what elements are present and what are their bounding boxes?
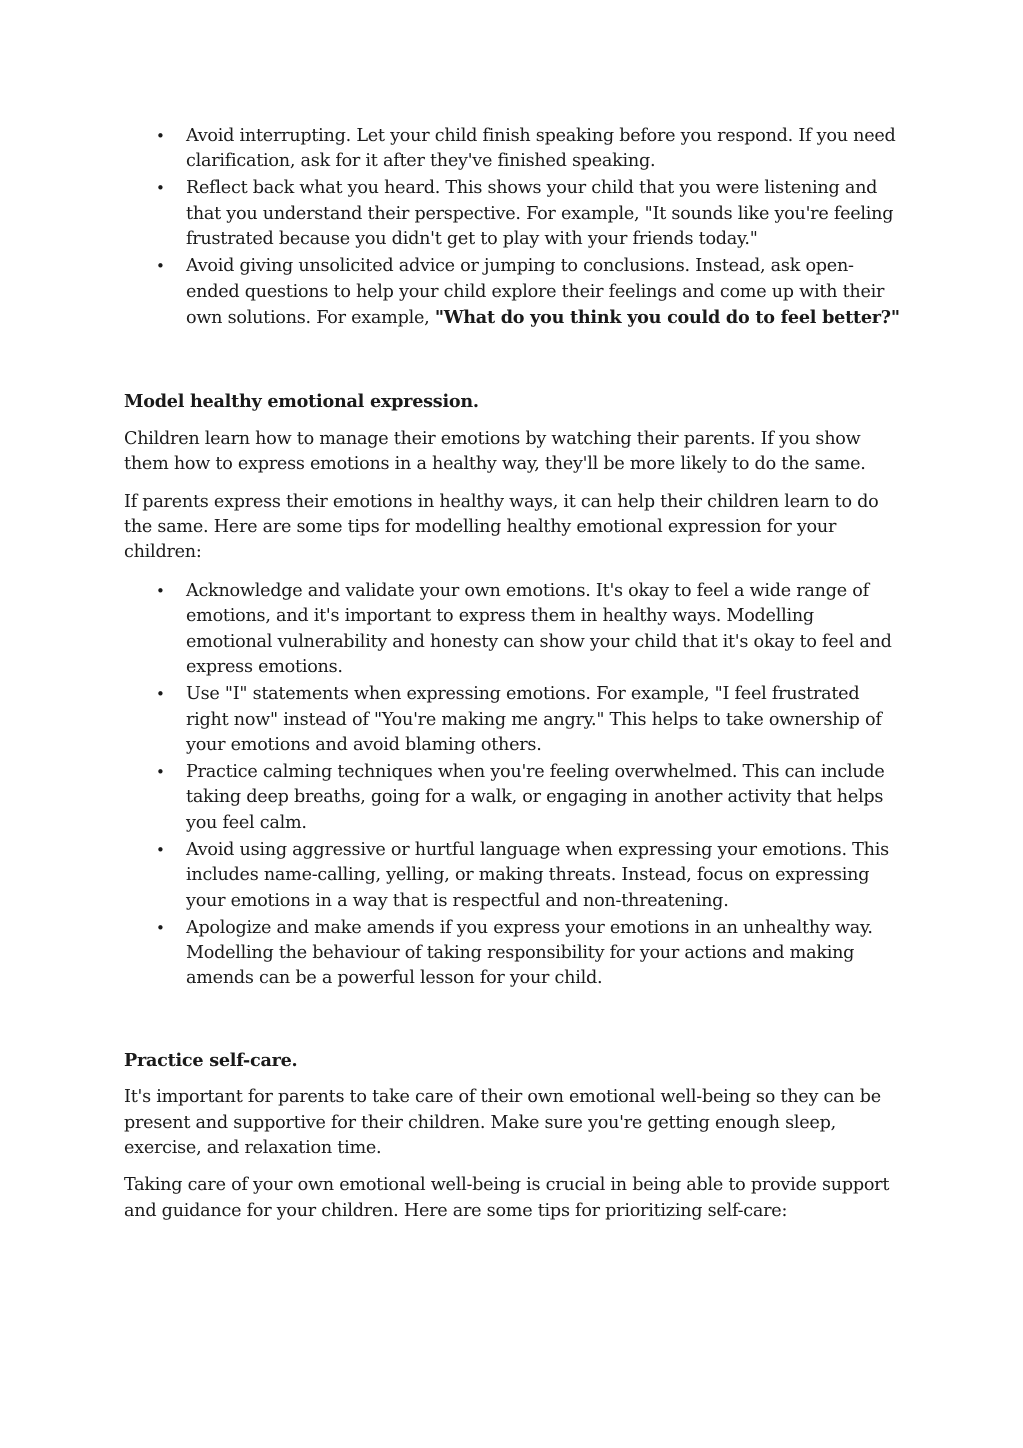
list-item-text: Avoid using aggressive or hurtful language when expressing your emotions. This includes name-calling, yelling, or making threats. Instead, focus on expressing your emotions in a way that is respectful and non-threatening. bbox=[186, 839, 889, 911]
list-item bbox=[124, 760, 904, 836]
bullet-icon: • bbox=[156, 127, 165, 145]
list-item-text: Reflect back what you heard. This shows your child that you were listening and that you understand their perspective. For example, "It sounds like you're feeling frustrated because you didn't get to play with your friends today." bbox=[186, 178, 894, 250]
bullet-icon: • bbox=[156, 179, 165, 198]
section-model-paragraph-1: Children learn how to manage their emotions by watching their parents. If you show them how to express emotions in a healthy way, they'll be more likely to do the same. bbox=[124, 428, 866, 475]
document-page bbox=[124, 124, 904, 1224]
list-item bbox=[124, 838, 904, 914]
bullet-icon: • bbox=[156, 581, 165, 600]
list-item-bold-quote: "What do you think you could do to feel better?" bbox=[434, 307, 900, 329]
list-item-text: Acknowledge and validate your own emotions. It's okay to feel a wide range of emotions, and it's important to express them in healthy ways. Modelling emotional vulnerability and honesty can show your child that it's okay to feel and express emotions. bbox=[186, 580, 892, 678]
bullet-icon: • bbox=[156, 685, 165, 704]
section-self-care-paragraph-2: Taking care of your own emotional well-being is crucial in being able to provide support and guidance for your children. Here are some tips for prioritizing self-care: bbox=[124, 1175, 890, 1221]
section-model-paragraph-2: If parents express their emotions in healthy ways, it can help their children learn to do the same. Here are some tips for modelling healthy emotional expression for your children: bbox=[124, 491, 879, 563]
list-item bbox=[124, 176, 904, 252]
section-self-care-paragraph-1: It's important for parents to take care of their own emotional well-being so they can be present and supportive for their children. Make sure you're getting enough sleep, exercise, and relaxation time. bbox=[124, 1087, 881, 1158]
list-item bbox=[124, 916, 904, 992]
section-heading-model: Model healthy emotional expression. bbox=[124, 391, 479, 413]
list-item-text: Use "I" statements when expressing emotions. For example, "I feel frustrated right now" instead of "You're making me angry." This helps to take ownership of your emotions and avoid blaming others. bbox=[186, 684, 882, 755]
bullet-icon: • bbox=[156, 257, 165, 276]
bullet-icon: • bbox=[156, 840, 165, 859]
list-item bbox=[124, 579, 904, 681]
list-item-text: Practice calming techniques when you're feeling overwhelmed. This can include taking deep breaths, going for a walk, or engaging in another activity that helps you feel calm. bbox=[186, 761, 885, 833]
section-heading-self-care: Practice self-care. bbox=[124, 1049, 298, 1071]
list-item-text: Avoid giving unsolicited advice or jumping to conclusions. Instead, ask open-ended questions to help your child explore their feelings and come up with their own solutions. For example, bbox=[186, 256, 885, 329]
list-item-text: Avoid interrupting. Let your child finish speaking before you respond. If you need clarification, ask for it after they've finished speaking. bbox=[186, 126, 896, 172]
bullet-icon: • bbox=[156, 762, 165, 781]
bullet-icon: • bbox=[156, 918, 165, 937]
list-item bbox=[124, 682, 904, 758]
list-item bbox=[124, 254, 904, 331]
list-item-text: Apologize and make amends if you express your emotions in an unhealthy way. Modelling the behaviour of taking responsibility for your actions and making amends can be a powerful lesson for your child. bbox=[186, 917, 873, 989]
list-item bbox=[124, 124, 904, 175]
intro-bullet-list bbox=[124, 124, 904, 331]
model-tips-bullet-list bbox=[124, 579, 904, 992]
